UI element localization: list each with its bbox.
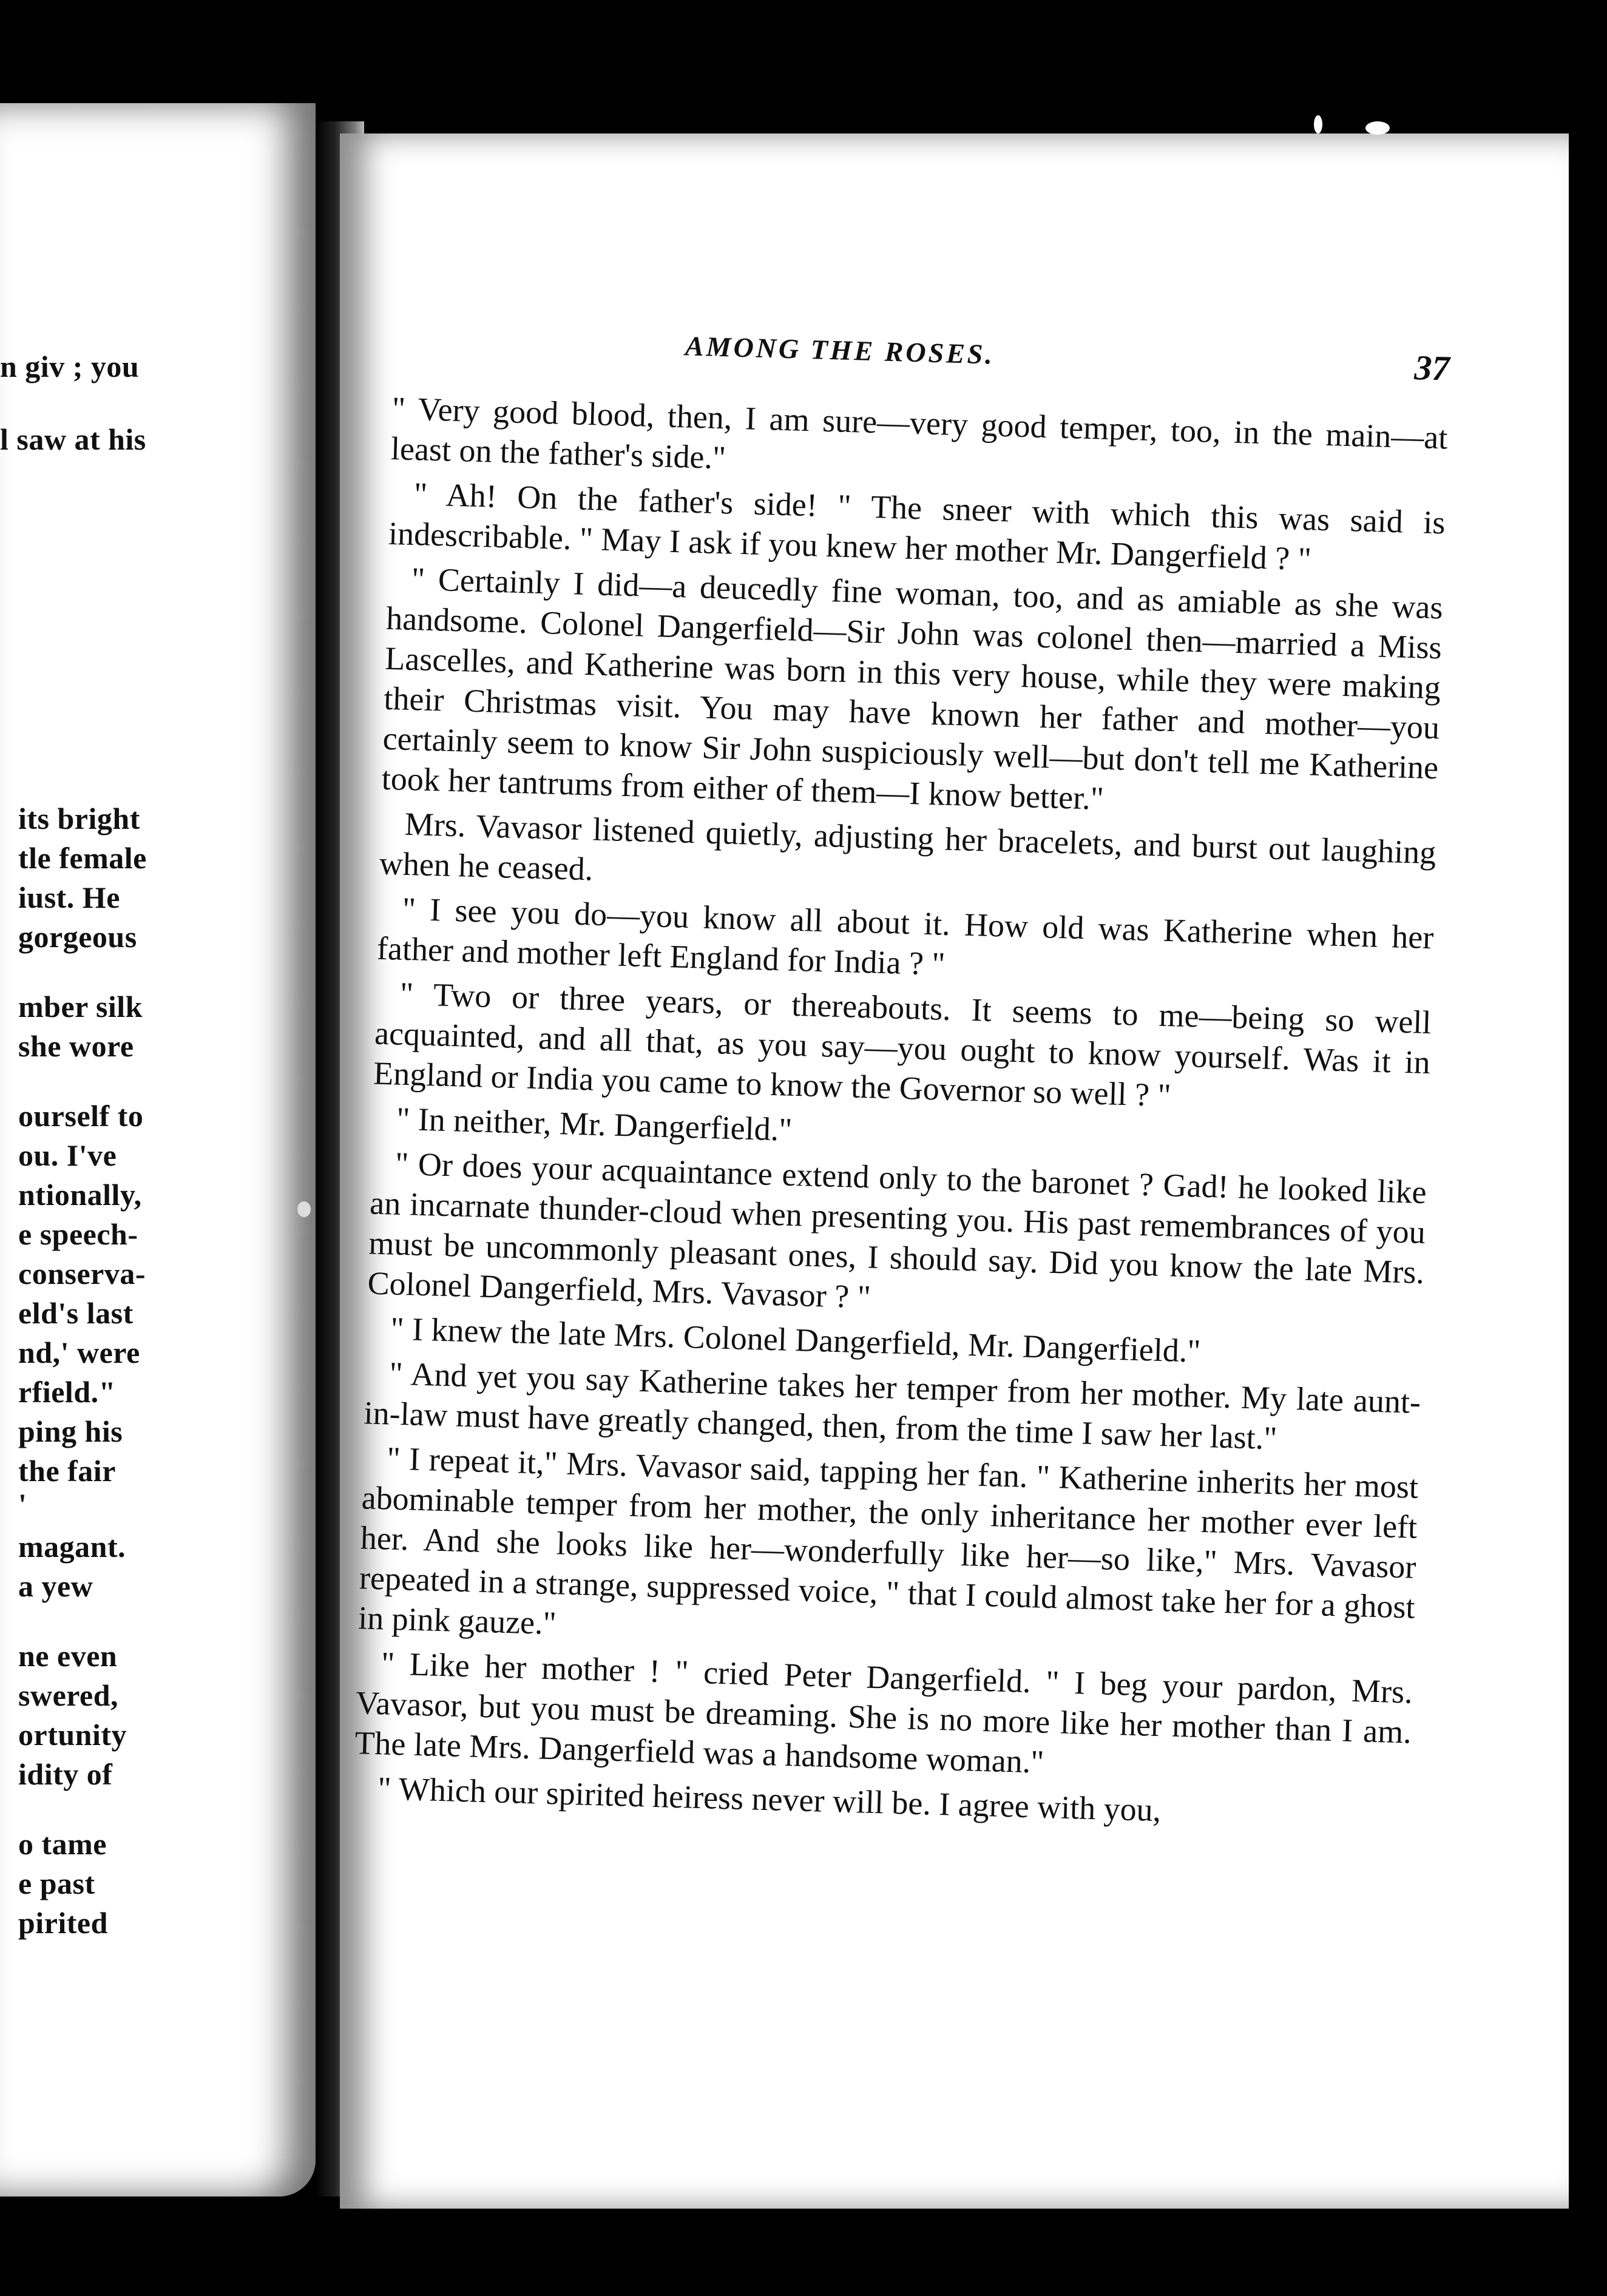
- left-fragment: iust. He: [18, 880, 120, 914]
- left-fragment: ourself to: [18, 1099, 144, 1133]
- left-fragment: idity of: [18, 1757, 113, 1791]
- paragraph: " Very good blood, then, I am sure—very good temper, too, in the main—at least on the father's side.": [390, 390, 1449, 476]
- left-fragment: mber silk: [18, 990, 143, 1024]
- left-fragment: n giv ; you: [0, 349, 140, 383]
- film-speck: [297, 1201, 311, 1217]
- left-fragment: l saw at his: [0, 422, 146, 456]
- left-fragment: o tame: [18, 1827, 107, 1861]
- left-fragment: its bright: [18, 802, 140, 836]
- paragraph: " In neither, Mr. Dangerfield.": [396, 1100, 793, 1148]
- left-fragment: ou. I've: [18, 1138, 117, 1172]
- paragraph: " I repeat it," Mrs. Vavasor said, tapping her fan. " Katherine inherits her most abominable temper from her mother, the only inheritance her mother ever left her. And she looks like her—wonderfully like her—so like," Mrs. Vavasor repeated in a strange, suppressed voice, " that I could almost take her for a ghost in pink gauze.": [357, 1440, 1419, 1642]
- paragraph: " Ah! On the father's side! " The sneer with which this was said is indescribable. " May I ask if you knew her mother Mr. Dangerfield ? ": [388, 476, 1446, 578]
- paragraph: " Two or three years, or thereabouts. It seems to me—being so well acquainted, and all that, as you say—you ought to know yourself. Was it in England or India you came to know the Governor so well ? ": [373, 975, 1432, 1114]
- paragraph: " And yet you say Katherine takes her temper from her mother. My late aunt-in-law must have greatly changed, then, from the time I saw her last.": [363, 1355, 1421, 1457]
- left-fragment: pirited: [18, 1906, 108, 1940]
- page-text-block: [353, 322, 1450, 1842]
- left-fragment: e speech-: [18, 1217, 138, 1251]
- film-speck: [1365, 121, 1390, 135]
- paragraph: " I knew the late Mrs. Colonel Dangerfield, Mr. Dangerfield.": [390, 1310, 1202, 1369]
- left-fragment: she wore: [18, 1029, 134, 1063]
- page-number: 37: [1413, 347, 1450, 388]
- left-fragment: ne even: [18, 1639, 118, 1673]
- left-fragment: gorgeous: [18, 920, 137, 954]
- running-title: AMONG THE ROSES.: [685, 330, 995, 370]
- book-page-right: [340, 133, 1569, 2209]
- left-fragment: eld's last: [18, 1296, 134, 1330]
- left-fragment: tle female: [18, 841, 147, 875]
- left-fragment: ': [18, 1487, 27, 1521]
- facing-page-left: [0, 103, 316, 2196]
- left-fragment: conserva-: [18, 1257, 146, 1291]
- paragraph: " Or does your acquaintance extend only to the baronet ? Gad! he looked like an incarnate thunder-cloud when presenting you. His past remembrances of you must be uncommonly pleasant ones, I should say. Did you know the late Mrs. Colonel Dangerfield, Mrs. Vavasor ? ": [367, 1145, 1427, 1315]
- left-fragment: magant.: [18, 1530, 126, 1564]
- left-fragment: e past: [18, 1866, 95, 1900]
- left-fragment: ping his: [18, 1414, 123, 1448]
- paragraph: " Which our spirited heiress never will be. I agree with you,: [377, 1770, 1162, 1829]
- left-fragment: the fair: [18, 1454, 116, 1488]
- paragraph: " Like her mother ! " cried Peter Dangerfield. " I beg your pardon, Mrs. Vavasor, but you must be dreaming. She is no more like her mother than I am. The late Mrs. Dangerfield was a handsome woman.": [354, 1645, 1413, 1780]
- paragraph: " Certainly I did—a deucedly fine woman, too, and as amiable as she was handsome. Colonel Dangerfield—Sir John was colonel then—married a Miss Lascelles, and Katherine was born in this very house, while they were making their Christmas visit. You may have known her father and mother—you certainly seem to know Sir John suspiciously well—but don't tell me Katherine took her tantrums from either of them—I know better.": [381, 560, 1444, 817]
- paragraph: " I see you do—you know all about it. How old was Katherine when her father and mother left England for India ? ": [376, 890, 1435, 982]
- left-fragment: rfield.": [18, 1375, 116, 1409]
- left-fragment: a yew: [18, 1569, 93, 1603]
- film-speck: [1314, 115, 1322, 133]
- left-fragment: swered,: [18, 1678, 119, 1712]
- paragraph: Mrs. Vavasor listened quietly, adjusting her bracelets, and burst out laughing when he ceased.: [379, 805, 1437, 888]
- left-fragment: ortunity: [18, 1718, 127, 1752]
- left-fragment: nd,' were: [18, 1335, 140, 1369]
- left-fragment: ntionally,: [18, 1178, 142, 1212]
